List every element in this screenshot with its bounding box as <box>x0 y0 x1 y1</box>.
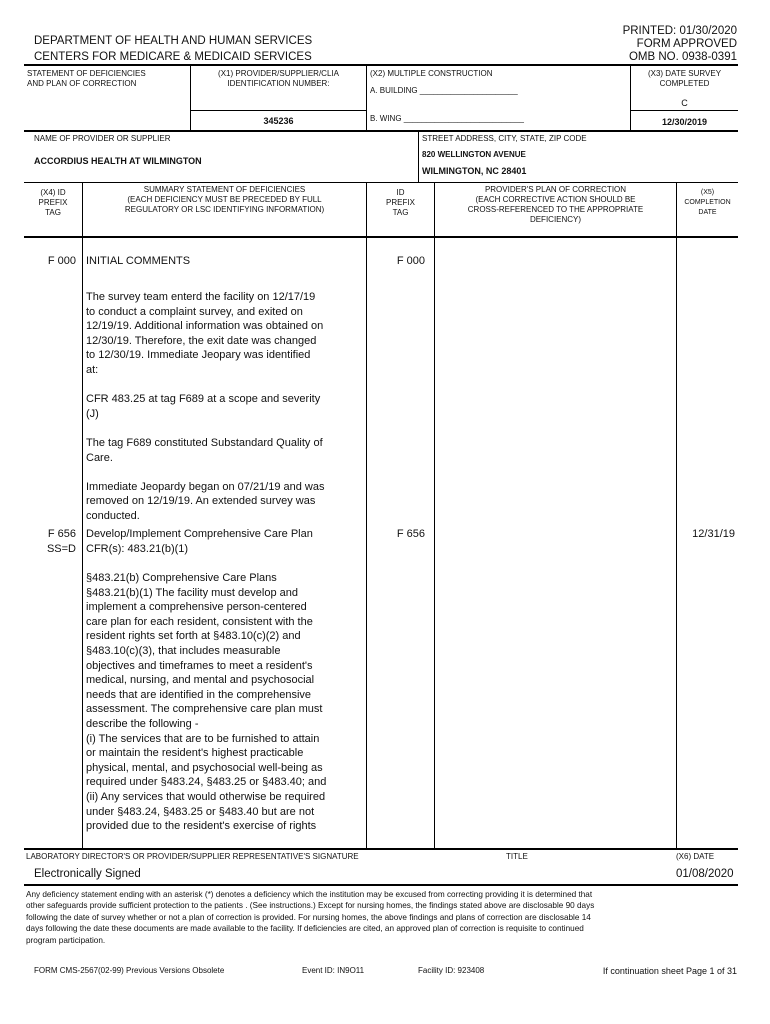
plan-header: PROVIDER'S PLAN OF CORRECTION (EACH CORRECTIVE ACTION SHOULD BE CROSS-REFERENCED TO THE APPROPRIATE DEFICIENCY) <box>467 185 644 224</box>
disclaimer: Any deficiency statement ending with an asterisk (*) denotes a deficiency which the institution may be excused from correcting providing it is determined that other safeguards provide sufficient protection to the patients . (See instructions.) Except for nursing homes, the findings stated above are disclosable 90 days following the date of survey whether or not a plan of correction is provided. For nursing homes, the above findings and plans of correction are disclosable 14 days following the date these documents are made available to the facility. If deficiencies are cited, an approved plan of correction is requisite to continued program participation. <box>26 890 595 945</box>
facility-id: Facility ID: 923408 <box>418 966 485 975</box>
f000-title: INITIAL COMMENTS <box>86 255 191 267</box>
omb-number: OMB NO. 0938-0391 <box>628 51 737 63</box>
rule <box>366 182 367 848</box>
rule <box>434 182 435 848</box>
printed-date: PRINTED: 01/30/2020 <box>622 25 737 37</box>
x3-label: (X3) DATE SURVEY COMPLETED <box>647 69 722 88</box>
x6-date-value: 01/08/2020 <box>676 868 734 880</box>
x6-date-label: (X6) DATE <box>676 852 715 861</box>
department-title: DEPARTMENT OF HEALTH AND HUMAN SERVICES <box>34 35 313 47</box>
rule <box>24 130 738 132</box>
rule <box>418 130 419 182</box>
f656-right-tag: F 656 <box>396 528 425 540</box>
wing-label: B. WING ___________________________ <box>370 114 524 123</box>
agency-title: CENTERS FOR MEDICARE & MEDICAID SERVICES <box>34 51 312 63</box>
form-approved: FORM APPROVED <box>636 38 737 50</box>
rule <box>82 182 83 848</box>
provider-name: ACCORDIUS HEALTH AT WILMINGTON <box>34 156 202 166</box>
title-label: TITLE <box>506 852 528 861</box>
x2-label: (X2) MULTIPLE CONSTRUCTION <box>370 69 493 78</box>
event-id: Event ID: IN9O11 <box>302 966 365 975</box>
building-label: A. BUILDING ______________________ <box>370 86 518 95</box>
x1-label: (X1) PROVIDER/SUPPLIER/CLIA IDENTIFICATION NUMBER: <box>218 69 339 88</box>
f656-completion-date: 12/31/19 <box>692 528 735 540</box>
signature-value: Electronically Signed <box>34 868 141 880</box>
street-address: 820 WELLINGTON AVENUE <box>422 150 526 159</box>
summary-header: SUMMARY STATEMENT OF DEFICIENCIES (EACH DEFICIENCY MUST BE PRECEDED BY FULL REGULATORY OR LSC IDENTIFYING INFORMATION) <box>124 185 325 214</box>
statement-label: STATEMENT OF DEFICIENCIES AND PLAN OF CORRECTION <box>27 69 146 88</box>
x1-value: 345236 <box>263 116 294 126</box>
rule <box>24 236 738 238</box>
f656-body: §483.21(b) Comprehensive Care Plans §483.21(b)(1) The facility must develop and implement a comprehensive person-centered care plan for each resident, consistent with the resident rights set forth at §483.10(c)(2) and §483.10(c)(3), that includes measurable objectives and timeframes to meet a resident's medical, nursing, and mental and psychosocial needs that are identified in the comprehensive assessment. The comprehensive care plan must describe the following - (i) The services that are to be furnished to attain or maintain the resident's highest practicable physical, mental, and psychosocial well-being as required under §483.24, §483.25 or §483.40; and (ii) Any services that would otherwise be required under §483.24, §483.25 or §483.40 but are not provided due to the resident's exercise of rights <box>86 572 327 833</box>
rule <box>366 64 367 130</box>
f000-tag: F 000 <box>47 255 76 267</box>
f656-title: Develop/Implement Comprehensive Care Plan CFR(s): 483.21(b)(1) <box>86 528 313 555</box>
rule <box>24 182 738 183</box>
city-state-zip: WILMINGTON, NC 28401 <box>422 166 527 176</box>
f000-body: The survey team enterd the facility on 12/17/19 to conduct a complaint survey, and exited on 12/19/19. Additional information was obtained on 12/30/19. Therefore, the exit date was changed to 12/30/19. Immediate Jeopary was identified at: CFR 483.25 at tag F689 at a scope and severity (J) The tag F689 constituted Substandard Quality of Care. Immediate Jeopardy began on 07/21/19 and was removed on 12/19/19. An extended survey was conducted. <box>86 291 325 522</box>
continuation-page: If continuation sheet Page 1 of 31 <box>602 966 737 976</box>
address-label: STREET ADDRESS, CITY, STATE, ZIP CODE <box>422 134 587 143</box>
x4-header: (X4) ID PREFIX TAG <box>38 188 68 217</box>
provider-name-label: NAME OF PROVIDER OR SUPPLIER <box>34 134 171 143</box>
rule <box>630 110 738 111</box>
rule <box>24 884 738 886</box>
f656-tag: F 656 <box>47 528 76 540</box>
rule <box>190 110 366 111</box>
rule <box>24 848 738 850</box>
id-header: ID PREFIX TAG <box>386 188 415 217</box>
f000-right-tag: F 000 <box>396 255 425 267</box>
signature-label: LABORATORY DIRECTOR'S OR PROVIDER/SUPPLIER REPRESENTATIVE'S SIGNATURE <box>26 852 359 861</box>
rule <box>676 182 677 848</box>
x3-code: C <box>681 98 688 108</box>
x5-header: (X5) COMPLETION DATE <box>684 189 731 216</box>
form-number: FORM CMS-2567(02-99) Previous Versions Obsolete <box>34 966 225 975</box>
f656-scope-severity: SS=D <box>46 543 76 555</box>
x3-value: 12/30/2019 <box>661 117 708 127</box>
